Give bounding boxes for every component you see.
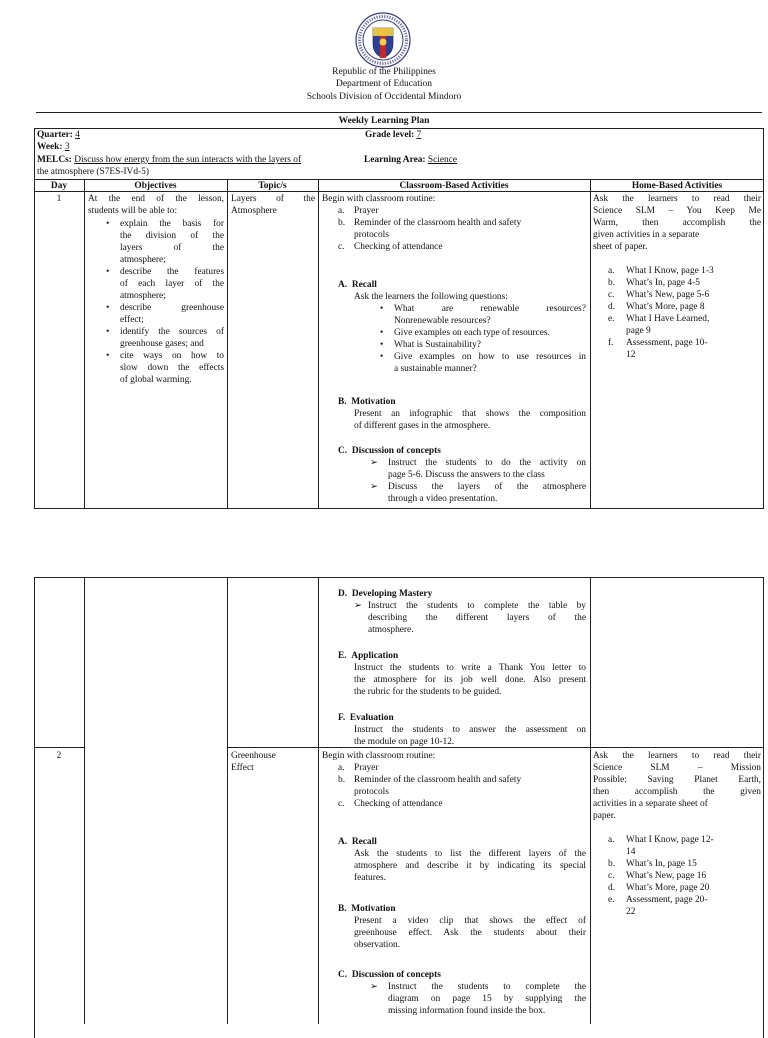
quarter-field: Quarter: 4 bbox=[37, 130, 80, 140]
day-2-motivation: B. Motivation Present a video clip that shows the effect of greenhouse effect. Ask the students about their observation. bbox=[338, 904, 586, 950]
day-1-home-activities: Ask the learners to read their Science SLM – You Keep Me Warm, then accomplish the given activities in a separate sheet of paper. a. What I Know, page 1-3 b. What’s In, page 4-5 c. What’s New, page 5-6 d. What’s More, page 8 e. What I Have Learned, page 9 f. Assessment, page 10- 12 bbox=[593, 194, 761, 360]
objective-item: • cite ways on how to slow down the effects of global warming. bbox=[106, 351, 224, 385]
day-2-number: 2 bbox=[56, 751, 62, 761]
col-topics: Topic/s bbox=[258, 181, 287, 191]
day-1-discussion: C. Discussion of concepts ➢ Instruct the students to do the activity on page 5-6. Discuss the answers to the class ➢ Discuss the layers of the atmosphere through a video presentation. bbox=[338, 446, 586, 504]
day-2-classroom-activities: Begin with classroom routine: a. Prayer b. Reminder of the classroom health and safety protocols c. Checking of attendance bbox=[322, 751, 522, 809]
day-1-application: E. Application Instruct the students to write a Thank You letter to the atmosphere for its job well done. Also present the rubric for the students to be guided. bbox=[338, 651, 586, 697]
day-2-recall: A. Recall Ask the students to list the different layers of the atmosphere and describe it by indicating its special features. bbox=[338, 837, 586, 883]
melcs-code: the atmosphere (S7ES-IVd-5) bbox=[37, 167, 149, 177]
day-1-objectives: At the end of the lesson, students will be able to: • explain the basis for the division of the layers of the atmosphere; • describe the features of each layer of the atmosphere; • describe greenhouse effect; • identify the sources of greenhouse gases; and • cite ways on how to slow down the effects of global warming. bbox=[88, 194, 224, 385]
col-day: Day bbox=[50, 181, 68, 191]
deped-seal-logo bbox=[355, 12, 411, 68]
objective-item: • identify the sources of greenhouse gases; and bbox=[106, 327, 224, 349]
col-home-activities: Home-Based Activities bbox=[631, 181, 723, 191]
header-department: Department of Education bbox=[335, 79, 433, 89]
objective-item: • describe greenhouse effect; bbox=[106, 303, 224, 325]
objective-item: • explain the basis for the division of the layers of the atmosphere; bbox=[106, 219, 224, 265]
grade-field: Grade level: 7 bbox=[365, 130, 422, 140]
day-1-developing-mastery: D. Developing Mastery ➢ Instruct the students to complete the table by describing the different layers of the atmosphere. bbox=[338, 589, 586, 635]
header-country: Republic of the Philippines bbox=[332, 67, 436, 77]
col-objectives: Objectives bbox=[134, 181, 177, 191]
header-divider bbox=[36, 112, 762, 113]
day-1-motivation: B. Motivation Present an infographic that shows the composition of different gases in the atmosphere. bbox=[338, 397, 586, 431]
objective-item: • describe the features of each layer of the atmosphere; bbox=[106, 267, 224, 301]
melcs-field: MELCs: Discuss how energy from the sun interacts with the layers of bbox=[37, 155, 302, 165]
page-title: Weekly Learning Plan bbox=[338, 116, 430, 126]
day-1-number: 1 bbox=[56, 194, 62, 204]
day-2-discussion: C. Discussion of concepts ➢ Instruct the students to complete the diagram on page 15 by supplying the missing information found inside the box. bbox=[338, 970, 586, 1016]
day-1-recall: A. Recall Ask the learners the following questions: • What are renewable resources? Nonrenewable resources? • Give examples on each type of resources. • What is Sustainability? • Give examples on how to use resources in a sustainable manner? bbox=[338, 280, 586, 374]
week-field: Week: 3 bbox=[37, 142, 70, 152]
day-2-home-activities: Ask the learners to read their Science SLM – Mission Possible: Saving Planet Earth, then accomplish the given activities in a separate sheet of paper. a. What I Know, page 12- 14 b. What’s In, page 15 c. What’s New, page 16 d. What’s More, page 20 e. Assessment, page 20- 22 bbox=[593, 751, 761, 917]
col-classroom-activities: Classroom-Based Activities bbox=[399, 181, 509, 191]
day-1-evaluation: F. Evaluation Instruct the students to answer the assessment on the module on page 10-12. bbox=[338, 713, 586, 747]
header-division: Schools Division of Occidental Mindoro bbox=[306, 92, 462, 102]
day-1-classroom-activities: Begin with classroom routine: a. Prayer b. Reminder of the classroom health and safety protocols c. Checking of attendance bbox=[322, 194, 522, 252]
day-1-topic: Layers of the Atmosphere bbox=[231, 194, 315, 216]
day-2-topic: Greenhouse Effect bbox=[231, 751, 276, 773]
learning-area-field: Learning Area: Science bbox=[364, 155, 458, 165]
